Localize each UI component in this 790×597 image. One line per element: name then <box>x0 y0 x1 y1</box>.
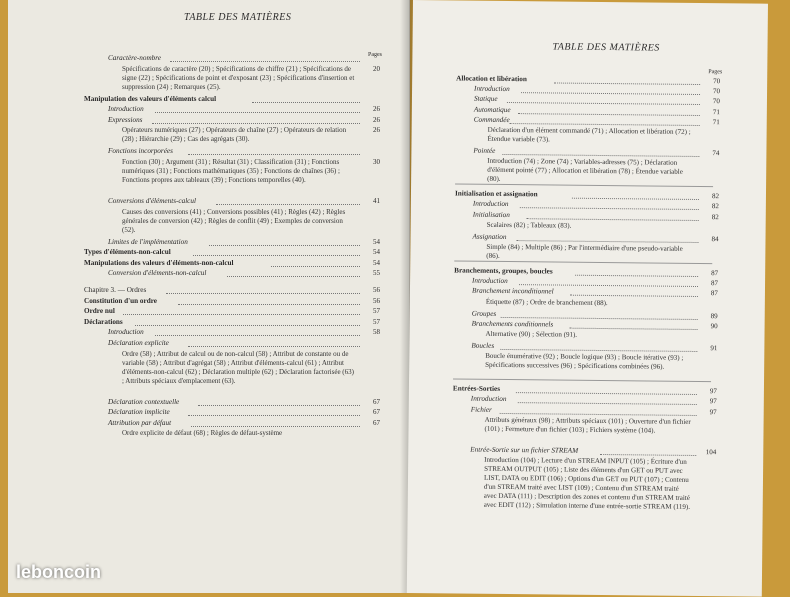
toc-page-number: 26 <box>373 126 380 135</box>
toc-entry <box>108 238 190 247</box>
toc-entry <box>84 259 236 268</box>
toc-entry-title: Allocation et libération <box>456 74 527 84</box>
toc-page-number: 57 <box>373 317 380 326</box>
toc-entry-title: Conversion d'éléments-non-calcul <box>108 269 207 278</box>
toc-entry <box>473 200 511 209</box>
toc-subentries: Opérateurs numériques (27) ; Opérateurs de chaîne (27) ; Opérateurs de relation (28) ; Hiérarchie (29) ; Cas des agrégats (30). <box>122 126 347 144</box>
toc-page-number: 71 <box>712 107 720 116</box>
leader-dots <box>569 319 697 329</box>
toc-entry <box>84 248 173 257</box>
toc-entry <box>471 405 494 414</box>
toc-entry <box>472 232 508 241</box>
leboncoin-watermark: leboncoin <box>16 562 101 582</box>
leader-dots <box>527 210 699 221</box>
toc-subentries: Simple (84) ; Multiple (86) ; Par l'intermédiaire d'une pseudo-variable (86). <box>486 242 683 260</box>
toc-entry-title: Conversions d'éléments-calcul <box>108 197 196 205</box>
toc-entry-title: Introduction <box>108 328 144 337</box>
toc-entry <box>472 287 556 296</box>
toc-entry <box>84 307 117 316</box>
leader-dots <box>188 338 360 347</box>
toc-page-number: 87 <box>711 279 719 288</box>
toc-page-number: 70 <box>713 87 721 96</box>
leader-dots <box>188 146 360 155</box>
toc-entry <box>474 85 512 94</box>
leader-dots <box>227 268 360 277</box>
toc-subentries: Causes des conversions (41) ; Conversions possibles (41) ; Règles (42) ; Règles générales de conversion (42) ; Règles de conflit (49) ; Exemples de conversion (52). <box>122 207 346 234</box>
toc-page-number: 74 <box>712 149 720 158</box>
toc-page-number: 97 <box>709 397 717 406</box>
toc-entry <box>108 328 146 337</box>
toc-subentries: Ordre (58) ; Attribut de calcul ou de non-calcul (58) ; Attribut de constante ou de variable (58) ; Attribut d'agrégat (58) ; Attribut d'éléments-calcul (61) ; Attribut d'éléments-non-calcul (62) ; Déclaration multiple (62) ; Déclaration factorisée (63) ; Attributs spéciaux d'emplacement (63). <box>122 349 354 385</box>
toc-entry-title: Constitution d'un ordre <box>84 296 157 305</box>
toc-entry-title: Introduction <box>472 276 508 286</box>
toc-entry <box>108 197 198 206</box>
toc-entry <box>454 266 555 276</box>
toc-entry-title: Limites de l'implémentation <box>108 237 188 246</box>
leader-dots <box>516 232 698 243</box>
leader-dots <box>501 309 698 320</box>
toc-page-number: 104 <box>705 447 717 456</box>
toc-page-number: 89 <box>710 311 718 320</box>
leader-dots <box>520 200 699 211</box>
toc-subentries: Attributs généraux (98) ; Attributs spéciaux (101) ; Ouverture d'un fichier (101) ; Fermeture d'un fichier (103) ; Fichiers système (104). <box>484 415 691 435</box>
toc-entry <box>470 445 580 455</box>
leader-dots <box>135 317 360 326</box>
toc-entry-title: Caractère-nombre <box>108 54 161 62</box>
leader-dots <box>198 397 360 406</box>
leader-dots <box>191 418 360 427</box>
leader-dots <box>554 74 700 85</box>
toc-entry-title: Branchements conditionnels <box>471 319 554 329</box>
toc-page-number: 91 <box>710 344 718 353</box>
leader-dots <box>193 247 360 256</box>
leader-dots <box>271 258 360 267</box>
left-page-header: TABLE DES MATIÈRES <box>184 12 292 23</box>
leader-dots <box>507 94 700 105</box>
toc-entry-title: Expressions <box>108 115 143 124</box>
toc-page-number: 67 <box>373 418 380 427</box>
toc-entry <box>472 277 510 286</box>
toc-entry-title: Manipulations des valeurs d'éléments-non-calcul <box>84 258 234 267</box>
toc-entry-title: Types d'éléments-non-calcul <box>84 248 171 257</box>
toc-entry <box>108 339 171 348</box>
toc-subentries: Fonction (30) ; Argument (31) ; Résultat (31) ; Classification (31) ; Fonctions numériques (31) ; Fonctions mathématiques (35) ; Fonctions de chaînes (36) ; Fonctions propres aux tableaux (39) ; Fonctions temporelles (40). <box>122 158 340 184</box>
toc-subentries: Scalaires (82) ; Tableaux (83). <box>486 220 572 230</box>
toc-entry <box>84 297 159 306</box>
leader-dots <box>521 84 700 95</box>
toc-entry-title: Statique <box>473 95 498 104</box>
toc-entry-title: Fichier <box>470 405 492 414</box>
leader-dots <box>517 105 699 116</box>
toc-entry <box>471 342 496 351</box>
right-page-header: TABLE DES MATIÈRES <box>552 41 660 54</box>
left-pages-label: Pages <box>368 52 382 58</box>
toc-entry <box>474 95 500 104</box>
toc-entry-title: Branchements, groupes, boucles <box>454 266 553 276</box>
toc-entry <box>471 395 509 404</box>
toc-entry-title: Déclaration explicite <box>108 339 169 347</box>
toc-page-number: 54 <box>373 258 380 267</box>
leader-dots <box>515 384 697 395</box>
leader-dots <box>188 407 360 416</box>
leader-dots <box>152 115 360 124</box>
toc-entry-title: Manipulation des valeurs d'éléments calcul <box>84 94 217 103</box>
toc-entry-title: Introduction <box>470 395 507 404</box>
toc-page-number: 55 <box>373 269 380 278</box>
toc-entry <box>108 408 172 417</box>
toc-entry <box>108 419 173 428</box>
toc-page-number: 70 <box>712 97 720 106</box>
leader-dots <box>575 267 698 277</box>
toc-subentries: Introduction (104) ; Lecture d'un STREAM INPUT (105) ; Écriture d'un STREAM OUTPUT (105) ; Liste des éléments d'un GET ou PUT avec LIST, DATA ou EDIT (106) ; Options d'un GET ou PUT (107) ; Contenu d'un STREAM traité avec LIST (109) ; Contenu d'un STREAM traité avec DATA (111) ; Description des zones et contenu d'un STREAM traité avec EDIT (112) ; Simulation interne d'une entrée-sortie STREAM (119). <box>483 455 691 511</box>
toc-page-number: 20 <box>373 64 380 73</box>
toc-page-number: 84 <box>711 234 719 244</box>
leader-dots <box>570 287 698 297</box>
toc-entry-title: Déclaration implicite <box>108 408 170 417</box>
toc-entry <box>84 95 218 104</box>
toc-entry-title: Branchement inconditionnel <box>471 287 554 296</box>
toc-page-number: 26 <box>373 105 380 114</box>
leader-dots <box>170 53 360 62</box>
right-page <box>407 0 768 597</box>
toc-entry-title: Groupes <box>471 309 497 318</box>
toc-entry <box>473 210 512 219</box>
toc-page-number: 97 <box>709 407 717 416</box>
toc-entry-title: Introduction <box>108 105 144 114</box>
toc-entry <box>455 190 540 199</box>
toc-entry-title: Déclarations <box>84 317 123 326</box>
leader-dots <box>155 327 360 336</box>
leader-dots <box>155 104 360 113</box>
toc-page-number: 70 <box>713 77 721 86</box>
leader-dots <box>510 115 700 126</box>
toc-page-number: 82 <box>711 192 720 201</box>
section-divider <box>453 379 711 383</box>
toc-entry <box>473 147 497 156</box>
toc-page-number: 82 <box>711 202 719 211</box>
toc-page-number: 26 <box>373 115 380 124</box>
leader-dots <box>178 296 360 305</box>
toc-entry-title: Chapitre 3. — Ordres <box>84 286 147 294</box>
toc-entry-title: Attribution par défaut <box>108 418 172 427</box>
toc-entry-title: Automatique <box>473 105 511 114</box>
leader-dots <box>501 341 698 352</box>
right-pages-label: Pages <box>708 69 723 76</box>
toc-page-number: 82 <box>711 212 719 221</box>
leader-dots <box>209 237 360 246</box>
toc-entry-title: Commandée <box>473 115 510 124</box>
toc-entry <box>472 309 499 318</box>
leader-dots <box>600 446 696 456</box>
toc-page-number: 54 <box>373 248 380 257</box>
leader-dots <box>252 94 360 103</box>
leader-dots <box>123 306 360 315</box>
toc-subentries: Alternative (90) ; Sélection (91). <box>485 329 578 339</box>
toc-page-number: 90 <box>710 321 718 331</box>
toc-entry <box>108 269 208 278</box>
toc-entry-title: Pointée <box>473 146 496 155</box>
toc-entry <box>108 116 144 125</box>
toc-entry-title: Introduction <box>472 200 509 209</box>
toc-entry-title: Initialisation et assignation <box>454 189 538 199</box>
leader-dots <box>519 276 698 287</box>
toc-entry <box>456 74 529 83</box>
toc-entry-title: Introduction <box>474 84 510 94</box>
toc-page-number: 67 <box>373 408 380 417</box>
toc-subentries: Ordre explicite de défaut (68) ; Règles de défaut-système <box>122 429 283 438</box>
toc-page-number: 97 <box>709 387 717 396</box>
toc-page-number: 54 <box>373 237 380 246</box>
left-page <box>8 0 410 593</box>
toc-entry <box>472 319 556 328</box>
toc-page-number: 30 <box>373 158 380 166</box>
toc-entry <box>108 398 181 407</box>
leader-dots <box>503 146 700 157</box>
toc-entry-title: Déclaration contextuelle <box>108 397 180 406</box>
toc-subentries: Déclaration d'un élément commandé (71) ; Allocation et libération (72) ; Étendue variable (73). <box>487 125 691 144</box>
toc-entry-title: Entrées-Sorties <box>452 384 501 394</box>
leader-dots <box>500 405 697 416</box>
leader-dots <box>572 190 699 200</box>
leader-dots <box>166 285 360 294</box>
toc-page-number: 56 <box>373 286 380 294</box>
toc-page-number: 57 <box>373 307 380 316</box>
toc-entry-title: Assignation <box>472 232 507 241</box>
toc-page-number: 67 <box>373 397 380 406</box>
toc-entry <box>84 318 125 327</box>
toc-entry <box>108 105 146 114</box>
toc-entry <box>474 105 513 114</box>
toc-entry <box>453 385 502 394</box>
toc-entry-title: Entrée-Sortie sur un fichier STREAM <box>470 445 579 455</box>
leader-dots <box>216 196 360 205</box>
toc-subentries: Boucle énumérative (92) ; Boucle logique (93) ; Boucle itérative (93) ; Spécifications successives (96) ; Spécifications combinées (96). <box>485 351 684 371</box>
toc-subentries: Spécifications de caractère (20) ; Spécifications de chiffre (21) ; Spécifications de signe (22) ; Spécifications de point et d'exposant (23) ; Spécifications d'insertion et suppression (24) ; Remarques (25). <box>122 64 355 91</box>
toc-entry-title: Ordre nul <box>84 307 115 316</box>
toc-page-number: 58 <box>373 328 380 337</box>
toc-entry-title: Initialisation <box>472 210 510 219</box>
toc-entry-title: Fonctions incorporées <box>108 147 173 156</box>
toc-entry-title: Boucles <box>471 341 495 350</box>
toc-subentries: Étiquette (87) ; Ordre de branchement (88). <box>485 297 608 307</box>
toc-subentries: Introduction (74) ; Zone (74) ; Variables-adresses (75) ; Déclaration d'élément pointé (77) ; Allocation et libération (78) ; Étendue variable (80). <box>487 156 683 184</box>
toc-page-number: 87 <box>710 289 718 298</box>
toc-entry <box>474 115 512 124</box>
toc-page-number: 41 <box>373 197 380 205</box>
toc-page-number: 56 <box>373 296 380 305</box>
toc-entry <box>84 286 148 295</box>
toc-entry <box>108 147 175 156</box>
toc-page-number: 87 <box>711 269 719 278</box>
leader-dots <box>518 395 697 406</box>
toc-entry <box>108 54 163 63</box>
toc-page-number: 71 <box>712 117 720 127</box>
